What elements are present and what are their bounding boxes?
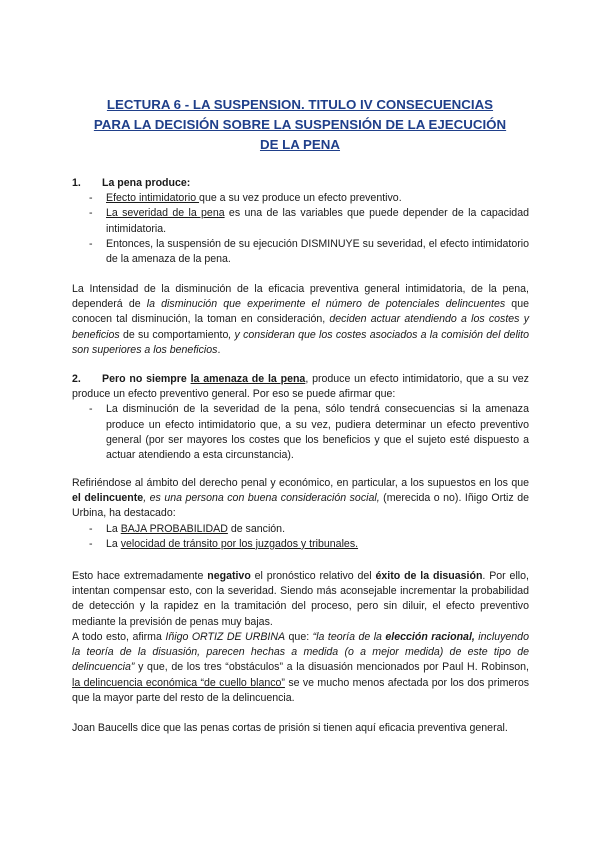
paragraph-bold: negativo (207, 570, 251, 582)
list-item (72, 237, 529, 267)
list-item-text: La (106, 537, 121, 550)
paragraph-text: La Intensidad de la disminución de la eficacia preventiva general intimidatoria, de la pena, dependerá de (72, 283, 529, 311)
section-2 (72, 372, 529, 463)
list-item-text: de sanción. (227, 522, 286, 535)
paragraph-4 (72, 630, 529, 706)
list-item-underlined: La severidad de la pena (106, 207, 225, 220)
section-2-list (72, 402, 529, 463)
paragraph-text: que conocen tal disminución, la toman en consideración, (72, 298, 529, 326)
paragraph-italic: , es una persona con buena consideración social, (143, 492, 380, 505)
paragraph-text: Joan Baucells dice que las penas cortas de prisión si tienen aquí eficacia preventiva general. (72, 722, 508, 734)
paragraph-3 (72, 569, 529, 630)
paragraph-bold: éxito de la disuasión (375, 570, 483, 582)
title-line-2: PARA LA DECISIÓN SOBRE LA SUSPENSIÓN DE LA EJECUCIÓN (93, 117, 507, 132)
list-item-underlined: velocidad de tránsito por los juzgados y tribunales. (120, 537, 359, 550)
list-item-text: Entonces, la suspensión de su ejecución DISMINUYE su severidad, el efecto intimidatorio de la amenaza de la pena. (106, 237, 529, 266)
section-2-number: 2. (72, 373, 81, 385)
list-item-text: es una de las variables que puede depender de la capacidad intimidatoria. (106, 207, 529, 235)
paragraph-1 (72, 282, 529, 358)
list-item-text: La disminución de la severidad de la pena, sólo tendrá consecuencias si la amenaza produce un efecto intimidatorio que, a su vez, pudiera determinar un efecto preventivo general (por ser mayores los costes que los beneficios y que el sujeto esté dispuesto a actuar atendiendo a esta circunstancia). (106, 403, 529, 462)
list-item-text: que a su vez produce un efecto preventivo. (199, 192, 402, 205)
paragraph-italic: deciden actuar atendiendo a los costes y beneficios (72, 313, 529, 341)
paragraph-text: . (217, 343, 221, 356)
paragraph-2-list (72, 522, 529, 552)
paragraph-italic: , y consideran que los costes asociados a la comisión del delito son superiores a los beneficios (72, 328, 529, 356)
section-2-bold: Pero no siempre (102, 373, 191, 385)
list-item-underlined: BAJA PROBABILIDAD (120, 522, 228, 535)
section-2-text: , produce un efecto intimidatorio, que a su vez produce un efecto preventivo general. Por eso se puede afirmar que: (72, 373, 529, 401)
section-2-bold-underlined: la amenaza de la pena (190, 373, 306, 385)
section-1-list (72, 191, 529, 267)
paragraph-5 (72, 721, 529, 736)
title-line-3: DE LA PENA (259, 137, 341, 152)
paragraph-text: de su comportamiento (119, 328, 229, 341)
paragraph-italic: incluyendo la teoría de la disuasión, parecen hechas a medida (o a mejor medida) de este tipo de delincuencia” (72, 631, 529, 674)
section-1 (72, 176, 529, 267)
paragraph-text: Refiriéndose al ámbito del derecho penal y económico, en particular, a los supuestos en los que (72, 477, 529, 489)
paragraph-italic: “la teoría de la (312, 631, 386, 643)
list-item (72, 402, 529, 463)
paragraph-text: Esto hace extremadamente (72, 570, 208, 582)
paragraph-text: el pronóstico relativo del (250, 570, 376, 582)
paragraph-italic: la disminución que experimente el número de potenciales delincuentes (146, 298, 506, 311)
list-item-text: La (106, 522, 121, 535)
paragraph-text: (merecida o no). Iñigo Ortiz de Urbina, ha destacado: (72, 492, 529, 520)
paragraph-underlined: la delincuencia económica “de cuello blanco” (72, 676, 285, 689)
title-line-1: LECTURA 6 - LA SUSPENSION. TITULO IV CONSECUENCIAS (106, 97, 494, 112)
paragraph-text: se ve mucho menos afectada por los dos primeros que la mayor parte del resto de la delincuencia. (72, 676, 530, 704)
section-1-heading-text: La pena produce: (102, 177, 191, 189)
paragraph-bold: el delincuente (72, 492, 144, 505)
paragraph-2 (72, 476, 529, 552)
section-1-number: 1. (72, 177, 81, 189)
paragraph-bold-italic: elección racional, (385, 631, 475, 643)
section-2-heading (72, 372, 529, 402)
list-item-underlined: Efecto intimidatorio (106, 192, 200, 205)
document-title (70, 95, 530, 155)
paragraph-text: y que, de los tres “obstáculos” a la disuasión mencionados por Paul H. Robinson, (134, 661, 529, 674)
list-item (72, 191, 529, 206)
paragraph-text: que: (285, 631, 313, 643)
list-item (72, 206, 529, 236)
list-item (72, 522, 529, 537)
list-item (72, 537, 529, 552)
paragraph-text: A todo esto, afirma (72, 631, 166, 643)
section-1-heading (72, 176, 529, 191)
paragraph-italic: Iñigo ORTIZ DE URBINA (165, 631, 286, 643)
paragraph-text: . Por ello, intentan compensar esto, con la severidad. Siendo más aconsejable incrementar la probabilidad de detección y la rapidez en la tramitación del proceso, pero sin diluir, el efecto preventivo mediante la previsión de penas muy bajas. (72, 570, 529, 628)
